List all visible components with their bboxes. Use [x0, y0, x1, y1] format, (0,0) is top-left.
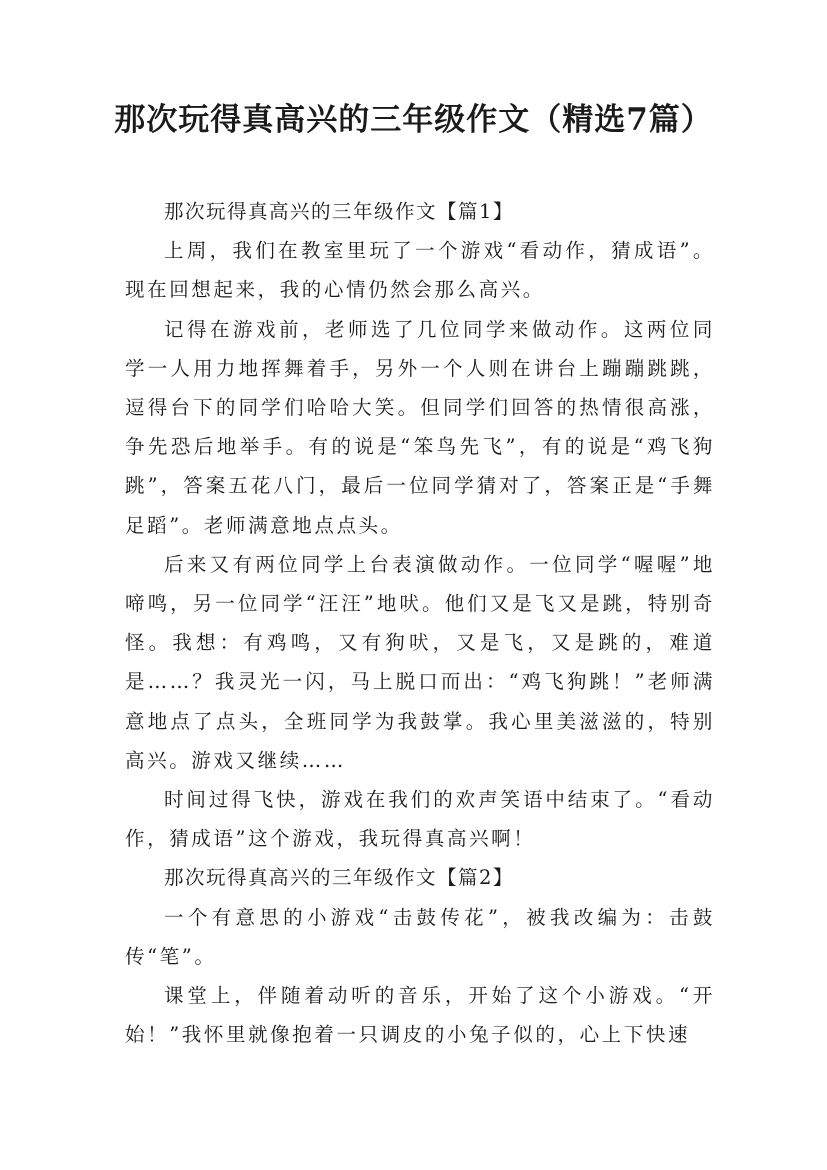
paragraph: 课堂上，伴随着动听的音乐，开始了这个小游戏。“开始！”我怀里就像抱着一只调皮的小兔子似的，心上下快速 — [125, 984, 715, 1047]
paragraph: 后来又有两位同学上台表演做动作。一位同学“喔喔”地啼鸣，另一位同学“汪汪”地吠。他们又是飞又是跳，特别奇怪。我想：有鸡鸣，又有狗吠，又是飞，又是跳的，难道是……？我灵光一闪，马上脱口而出：“鸡飞狗跳！”老师满意地点了点头，全班同学为我鼓掌。我心里美滋滋的，特别高兴。游戏又继续…… — [125, 552, 715, 772]
document-body — [125, 192, 715, 1054]
paragraph: 一个有意思的小游戏“击鼓传花”，被我改编为：击鼓传“笔”。 — [125, 905, 715, 968]
paragraph: 上周，我们在教室里玩了一个游戏“看动作，猜成语”。现在回想起来，我的心情仍然会那么高兴。 — [125, 239, 715, 302]
section-heading-1: 那次玩得真高兴的三年级作文【篇1】 — [164, 200, 514, 223]
document-title: 那次玩得真高兴的三年级作文（精选7篇） — [114, 102, 713, 138]
section-heading-2: 那次玩得真高兴的三年级作文【篇2】 — [164, 866, 514, 890]
paragraph: 时间过得飞快，游戏在我们的欢声笑语中结束了。“看动作，猜成语”这个游戏，我玩得真高兴啊！ — [125, 788, 715, 851]
paragraph: 记得在游戏前，老师选了几位同学来做动作。这两位同学一人用力地挥舞着手，另外一个人则在讲台上蹦蹦跳跳，逗得台下的同学们哈哈大笑。但同学们回答的热情很高涨，争先恐后地举手。有的说是“笨鸟先飞”，有的说是“鸡飞狗跳”，答案五花八门，最后一位同学猜对了，答案正是“手舞足蹈”。老师满意地点点头。 — [125, 317, 715, 537]
